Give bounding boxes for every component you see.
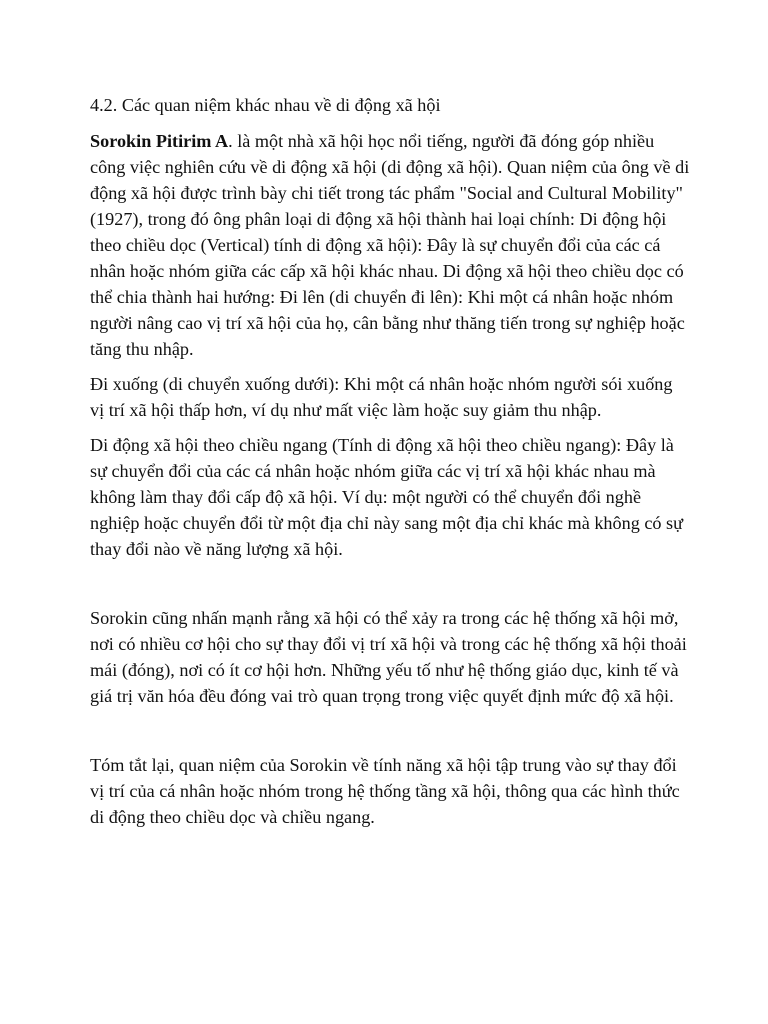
author-name: Sorokin Pitirim A (90, 131, 229, 151)
section-heading: 4.2. Các quan niệm khác nhau về di động xã hội (90, 95, 441, 115)
paragraph-summary: Tóm tắt lại, quan niệm của Sorokin về tính năng xã hội tập trung vào sự thay đổi vị trí của cá nhân hoặc nhóm trong hệ thống tầng xã hội, thông qua các hình thức di động theo chiều dọc và chiều ngang. (90, 755, 680, 827)
paragraph-sorokin-intro-text: . là một nhà xã hội học nổi tiếng, người đã đóng góp nhiều công việc nghiên cứu về di động xã hội (di động xã hội). Quan niệm của ông về di động xã hội được trình bày chi tiết trong tác phẩm "Social and Cultural Mobility" (1927), trong đó ông phân loại di động xã hội thành hai loại chính: Di động hội theo chiều dọc (Vertical) tính di động xã hội): Đây là sự chuyển đổi của các cá nhân hoặc nhóm giữa các cấp xã hội khác nhau. Di động xã hội theo chiều dọc có thể chia thành hai hướng: Đi lên (di chuyển đi lên): Khi một cá nhân hoặc nhóm người nâng cao vị trí xã hội của họ, cân bằng như thăng tiến trong sự nghiệp hoặc tăng thu nhập. (90, 131, 690, 359)
paragraph-open-closed-systems: Sorokin cũng nhấn mạnh rằng xã hội có thể xảy ra trong các hệ thống xã hội mở, nơi có nhiều cơ hội cho sự thay đổi vị trí xã hội và trong các hệ thống xã hội thoải mái (đóng), nơi có ít cơ hội hơn. Những yếu tố như hệ thống giáo dục, kinh tế và giá trị văn hóa đều đóng vai trò quan trọng trong việc quyết định mức độ xã hội. (90, 608, 687, 706)
paragraph-horizontal-mobility: Di động xã hội theo chiều ngang (Tính di động xã hội theo chiều ngang): Đây là sự chuyển đổi của các cá nhân hoặc nhóm giữa các vị trí xã hội khác nhau mà không làm thay đổi cấp độ xã hội. Ví dụ: một người có thể chuyển đổi nghề nghiệp hoặc chuyển đổi từ một địa chỉ này sang một địa chỉ khác mà không có sự thay đổi nào về năng lượng xã hội. (90, 435, 683, 559)
document-body (90, 92, 690, 839)
paragraph-sorokin-intro (90, 128, 690, 362)
paragraph-downward-mobility: Đi xuống (di chuyển xuống dưới): Khi một cá nhân hoặc nhóm người sói xuống vị trí xã hội thấp hơn, ví dụ như mất việc làm hoặc suy giảm thu nhập. (90, 374, 673, 420)
